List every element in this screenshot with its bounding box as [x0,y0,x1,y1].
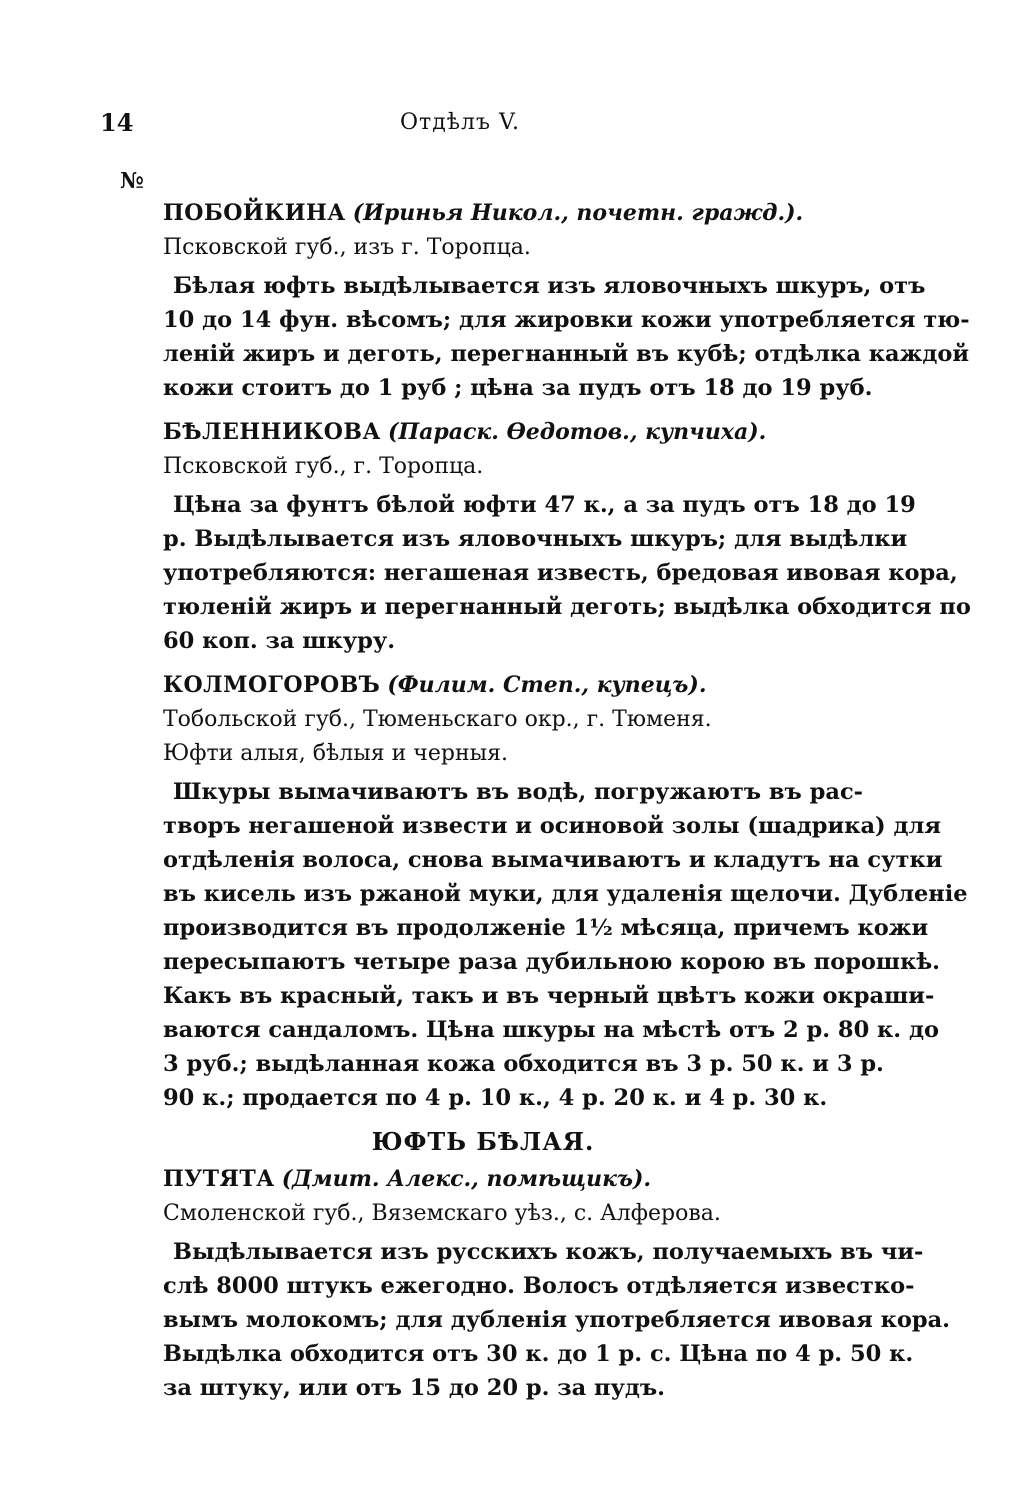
number-sign: № [120,168,144,194]
text-line: Цѣна за фунтъ бѣлой юфти 47 к., а за пудъ отъ 18 до 19 [173,492,916,518]
entry-description [163,488,971,658]
entry-location: Тобольской губ., Тюменьскаго окр., г. Тюменя. [163,707,712,732]
entry-details: (Дмит. Алекс., помѣщикъ). [281,1166,652,1192]
entry-name: КОЛМОГОРОВЪ [163,672,381,698]
entry-belennikova [163,415,971,658]
text-line: 10 до 14 фун. вѣсомъ; для жировки кожи употребляется тю- [163,307,970,333]
text-line: Выдѣлывается изъ русскихъ кожъ, получаемыхъ въ чи- [173,1239,924,1265]
text-line: Шкуры вымачиваютъ въ водѣ, погружаютъ въ рас- [173,779,863,805]
entry-description [163,775,968,1115]
entry-header [163,668,863,703]
entry-location: Псковской губ., г. Торопца. [163,454,484,479]
text-line: 60 коп. за шкуру. [163,628,396,654]
text-line: вымъ молокомъ; для дубленiя употребляется ивовая кора. [163,1307,950,1333]
entry-header [163,1162,863,1197]
text-line: въ кисель изъ ржаной муки, для удаленiя щелочи. Дубленiе [163,881,968,907]
text-line: слѣ 8000 штукъ ежегодно. Волосъ отдѣляется известко- [163,1273,915,1299]
entry-name: БѢЛЕННИКОВА [163,419,381,445]
text-line: р. Выдѣлывается изъ яловочныхъ шкуръ; для выдѣлки [163,526,908,552]
running-head: Отдѣлъ V. [399,110,521,135]
text-line: отдѣленiя волоса, снова вымачиваютъ и кладутъ на сутки [163,847,943,873]
text-line: пересыпаютъ четыре раза дубильною корою въ порошкѣ. [163,949,941,975]
text-line: употребляются: негашеная известь, бредовая ивовая кора, [163,560,958,586]
entry-header [163,415,863,450]
entry-name: ПОБОЙКИНА [163,200,346,226]
entry-details: (Параск. Ѳедотов., купчиха). [387,419,767,445]
entry-header [163,196,863,231]
entry-products: Юфти алыя, бѣлыя и черныя. [163,741,508,766]
section-heading: ЮФТЬ БѢЛАЯ. [371,1127,595,1156]
text-line: Какъ въ красный, такъ и въ черный цвѣтъ кожи окраши- [163,983,935,1009]
entry-pobojkina [163,196,970,405]
entry-kolmogorov [163,668,968,1115]
text-line: творъ негашеной извести и осиновой золы (шадрика) для [163,813,941,839]
entry-details: (Иринья Никол., почетн. гражд.). [352,200,804,226]
entry-description [163,269,970,405]
text-line: 90 к.; продается по 4 р. 10 к., 4 р. 20 к. и 4 р. 30 к. [163,1085,828,1111]
entry-location: Смоленской губ., Вяземскаго уѣз., с. Алферова. [163,1201,721,1226]
text-line: за штуку, или отъ 15 до 20 р. за пудъ. [163,1375,665,1401]
entries-column [163,196,971,1405]
entry-description [163,1235,950,1405]
text-line: тюленiй жиръ и перегнанный деготь; выдѣлка обходится по [163,594,971,620]
text-line: производится въ продолженiе 1½ мѣсяца, причемъ кожи [163,915,929,941]
entry-putyata [163,1162,950,1405]
text-line: Выдѣлка обходится отъ 30 к. до 1 р. с. Цѣна по 4 р. 50 к. [163,1341,914,1367]
text-line: Бѣлая юфть выдѣлывается изъ яловочныхъ шкуръ, отъ [173,273,926,299]
text-line: ленiй жиръ и деготь, перегнанный въ кубѣ; отдѣлка каждой [163,341,970,367]
page-number: 14 [100,108,134,137]
text-line: 3 руб.; выдѣланная кожа обходится въ 3 р. 50 к. и 3 р. [163,1051,884,1077]
entry-name: ПУТЯТА [163,1166,275,1192]
text-line: ваются сандаломъ. Цѣна шкуры на мѣстѣ отъ 2 р. 80 к. до [163,1017,939,1043]
text-line: кожи стоитъ до 1 руб ; цѣна за пудъ отъ 18 до 19 руб. [163,375,873,401]
entry-location: Псковской губ., изъ г. Торопца. [163,235,531,260]
entry-details: (Филим. Степ., купецъ). [387,672,707,698]
